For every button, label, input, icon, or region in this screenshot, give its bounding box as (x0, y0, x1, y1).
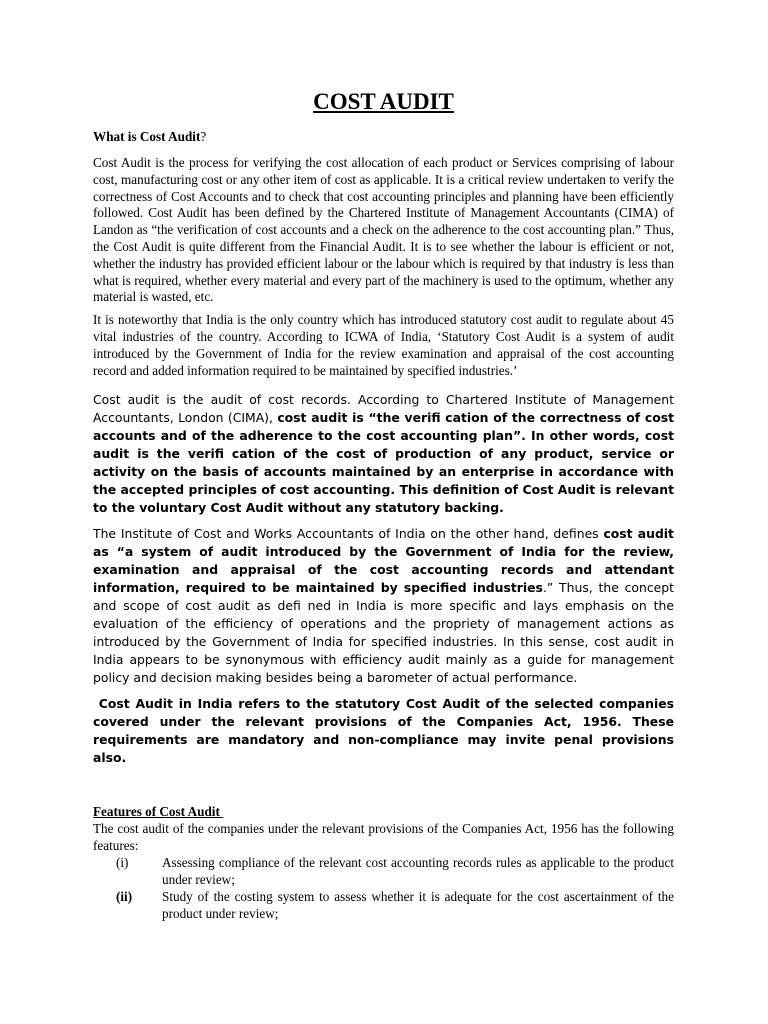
cima-plain-text: Cost audit is the audit of cost records. According to Chartered Institute of Management Accountants, London (CIMA), (93, 392, 674, 426)
document-page (93, 86, 679, 922)
features-heading: Features of Cost Audit (93, 804, 224, 820)
page-title: COST AUDIT (313, 89, 454, 114)
spacer (93, 775, 674, 803)
paragraph-india-statutory: It is noteworthy that India is the only country which has introduced statutory cost audit to regulate about 45 vital industries of the country. According to ICWA of India, ‘Statutory Cost Audit is a system of audit introduced by the Government of India for the review examination and appraisal of the cost accounting record and added information required to be maintained by specified industries.’ (93, 312, 674, 378)
list-marker: (ii) (116, 889, 133, 905)
icwa-plain-text-1: The Institute of Cost and Works Accountants of India on the other hand, defines (93, 526, 604, 542)
paragraph-icwa-definition (93, 525, 674, 687)
question-text: What is Cost Audit (93, 129, 201, 144)
list-item (93, 888, 674, 922)
list-item-text: Assessing compliance of the relevant cost accounting records rules as applicable to the product under review; (162, 855, 674, 888)
icwa-bold-text: cost audit as “a system of audit introduced by the Government of India for the review, examination and appraisal of the cost accounting records and attendant information, required to be maintained by specified industries (93, 526, 674, 596)
list-item (93, 854, 674, 888)
question-mark: ? (200, 129, 207, 144)
paragraph-definition: Cost Audit is the process for verifying the cost allocation of each product or Services comprising of labour cost, manufacturing cost or any other item of cost as applicable. It is a critical review undertaken to verify the correctness of Cost Accounts and to check that cost accounting principles and planning have been efficiently followed. Cost Audit has been defined by the Chartered Institute of Management Accountants (CIMA) of Landon as “the verification of cost accounts and a check on the adherence to the cost accounting plan.” Thus, the Cost Audit is quite different from the Financial Audit. It is to see whether the labour is efficient or not, whether the industry has provided efficient labour or the labour which is required by that industry is less than what is required, whether every material and every part of the machinery is used to the optimum, whether any material is wasted, etc. (93, 155, 674, 305)
paragraph-cima-definition (93, 391, 674, 517)
cima-bold-text: cost audit is “the verifi cation of the correctness of cost accounts and of the adherence to the cost accounting plan”. In other words, cost audit is the verifi cation of the cost of production of any product, service or activity on the basis of accounts maintained by an enterprise in accordance with the accepted principles of cost accounting. This definition of Cost Audit is relevant to the voluntary Cost Audit without any statutory backing. (93, 410, 675, 516)
paragraph-companies-act (93, 695, 679, 767)
features-intro: The cost audit of the companies under the relevant provisions of the Companies Act, 1956 has the following features: (93, 821, 674, 854)
icwa-plain-text-2: .” Thus, the concept and scope of cost audit as defi ned in India is more specific and lays emphasis on the evaluation of the efficiency of operations and the propriety of management actions as introduced by the Government of India for specified industries. In this sense, cost audit in India appears to be synonymous with efficiency audit mainly as a guide for management policy and decision making besides being a barometer of actual performance. (93, 580, 674, 686)
list-marker: (i) (116, 855, 129, 871)
question-heading (93, 128, 674, 145)
list-item-text: Study of the costing system to assess whether it is adequate for the cost ascertainment of the product under review; (162, 889, 674, 922)
companies-act-bold-text: Cost Audit in India refers to the statutory Cost Audit of the selected companies covered under the relevant provisions of the Companies Act, 1956. These requirements are mandatory and non-compliance may invite penal provisions also. (93, 696, 679, 766)
